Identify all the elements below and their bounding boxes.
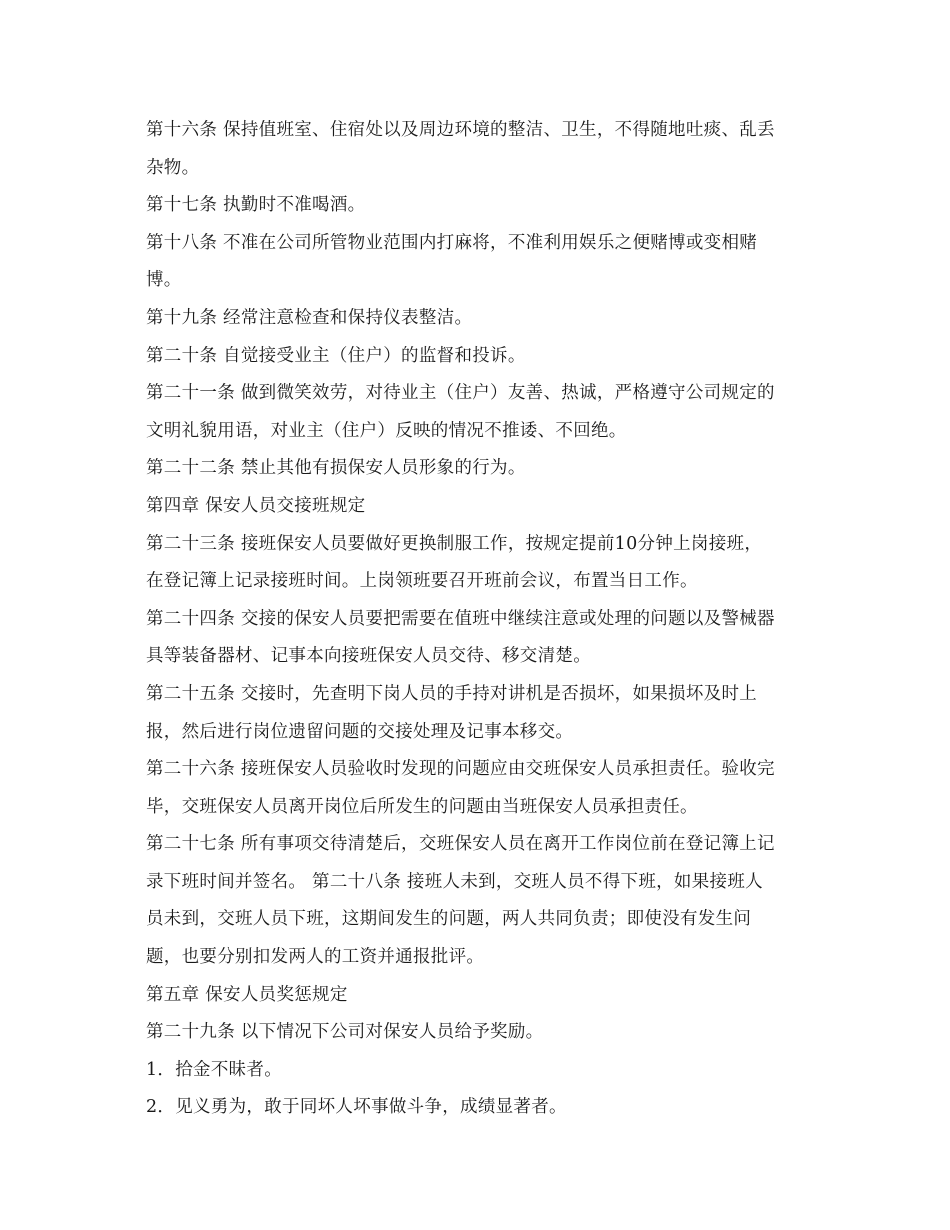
text-line: 第十七条 执勤时不准喝酒。: [146, 195, 366, 216]
text-line: 博。: [146, 270, 182, 291]
text-line: 第二十九条 以下情况下公司对保安人员给予奖励。: [146, 1022, 544, 1043]
text-line: 第二十条 自觉接受业主（住户）的监督和投诉。: [146, 345, 526, 366]
list-item: 2．见义勇为，敢于同坏人坏事做斗争，成绩显著者。: [146, 1097, 567, 1118]
text-line: 文明礼貌用语，对业主（住户）反映的情况不推诿、不回绝。: [146, 420, 627, 441]
text-line: 第十九条 经常注意检查和保持仪表整洁。: [146, 307, 473, 328]
chapter-heading: 第四章 保安人员交接班规定: [146, 495, 366, 516]
text-line: 第二十三条 接班保安人员要做好更换制服工作，按规定提前10分钟上岗接班，: [146, 533, 763, 554]
text-line: 毕，交班保安人员离开岗位后所发生的问题由当班保安人员承担责任。: [146, 796, 698, 817]
text-line: 在登记簿上记录接班时间。上岗领班要召开班前会议，布置当日工作。: [146, 571, 698, 592]
chapter-heading: 第五章 保安人员奖惩规定: [146, 984, 348, 1005]
text-line: 第二十四条 交接的保安人员要把需要在值班中继续注意或处理的问题以及警械器: [146, 608, 775, 629]
document-body: [146, 112, 814, 1127]
text-line: 杂物。: [146, 157, 200, 178]
text-line: 员未到，交班人员下班，这期间发生的问题，两人共同负责；即使没有发生问: [146, 909, 752, 930]
text-line: 第二十七条 所有事项交待清楚后，交班保安人员在离开工作岗位前在登记簿上记: [146, 834, 775, 855]
text-line: 录下班时间并签名。 第二十八条 接班人未到，交班人员不得下班，如果接班人: [146, 871, 763, 892]
text-line: 第二十二条 禁止其他有损保安人员形象的行为。: [146, 458, 526, 479]
text-line: 第二十一条 做到微笑效劳，对待业主（住户）友善、热诚，严格遵守公司规定的: [146, 383, 775, 404]
text-line: 报，然后进行岗位遗留问题的交接处理及记事本移交。: [146, 721, 574, 742]
text-line: 第十八条 不准在公司所管物业范围内打麻将，不准利用娱乐之便赌博或变相赌: [146, 232, 758, 253]
text-line: 第二十六条 接班保安人员验收时发现的问题应由交班保安人员承担责任。验收完: [146, 759, 775, 780]
list-item: 1．拾金不昧者。: [146, 1059, 283, 1080]
text-line: 第十六条 保持值班室、住宿处以及周边环境的整洁、卫生，不得随地吐痰、乱丢: [146, 120, 775, 140]
text-line: 具等装备器材、记事本向接班保安人员交待、移交清楚。: [146, 646, 591, 667]
text-line: 题，也要分别扣发两人的工资并通报批评。: [146, 947, 485, 968]
text-line: 第二十五条 交接时，先查明下岗人员的手持对讲机是否损坏，如果损坏及时上: [146, 683, 758, 704]
